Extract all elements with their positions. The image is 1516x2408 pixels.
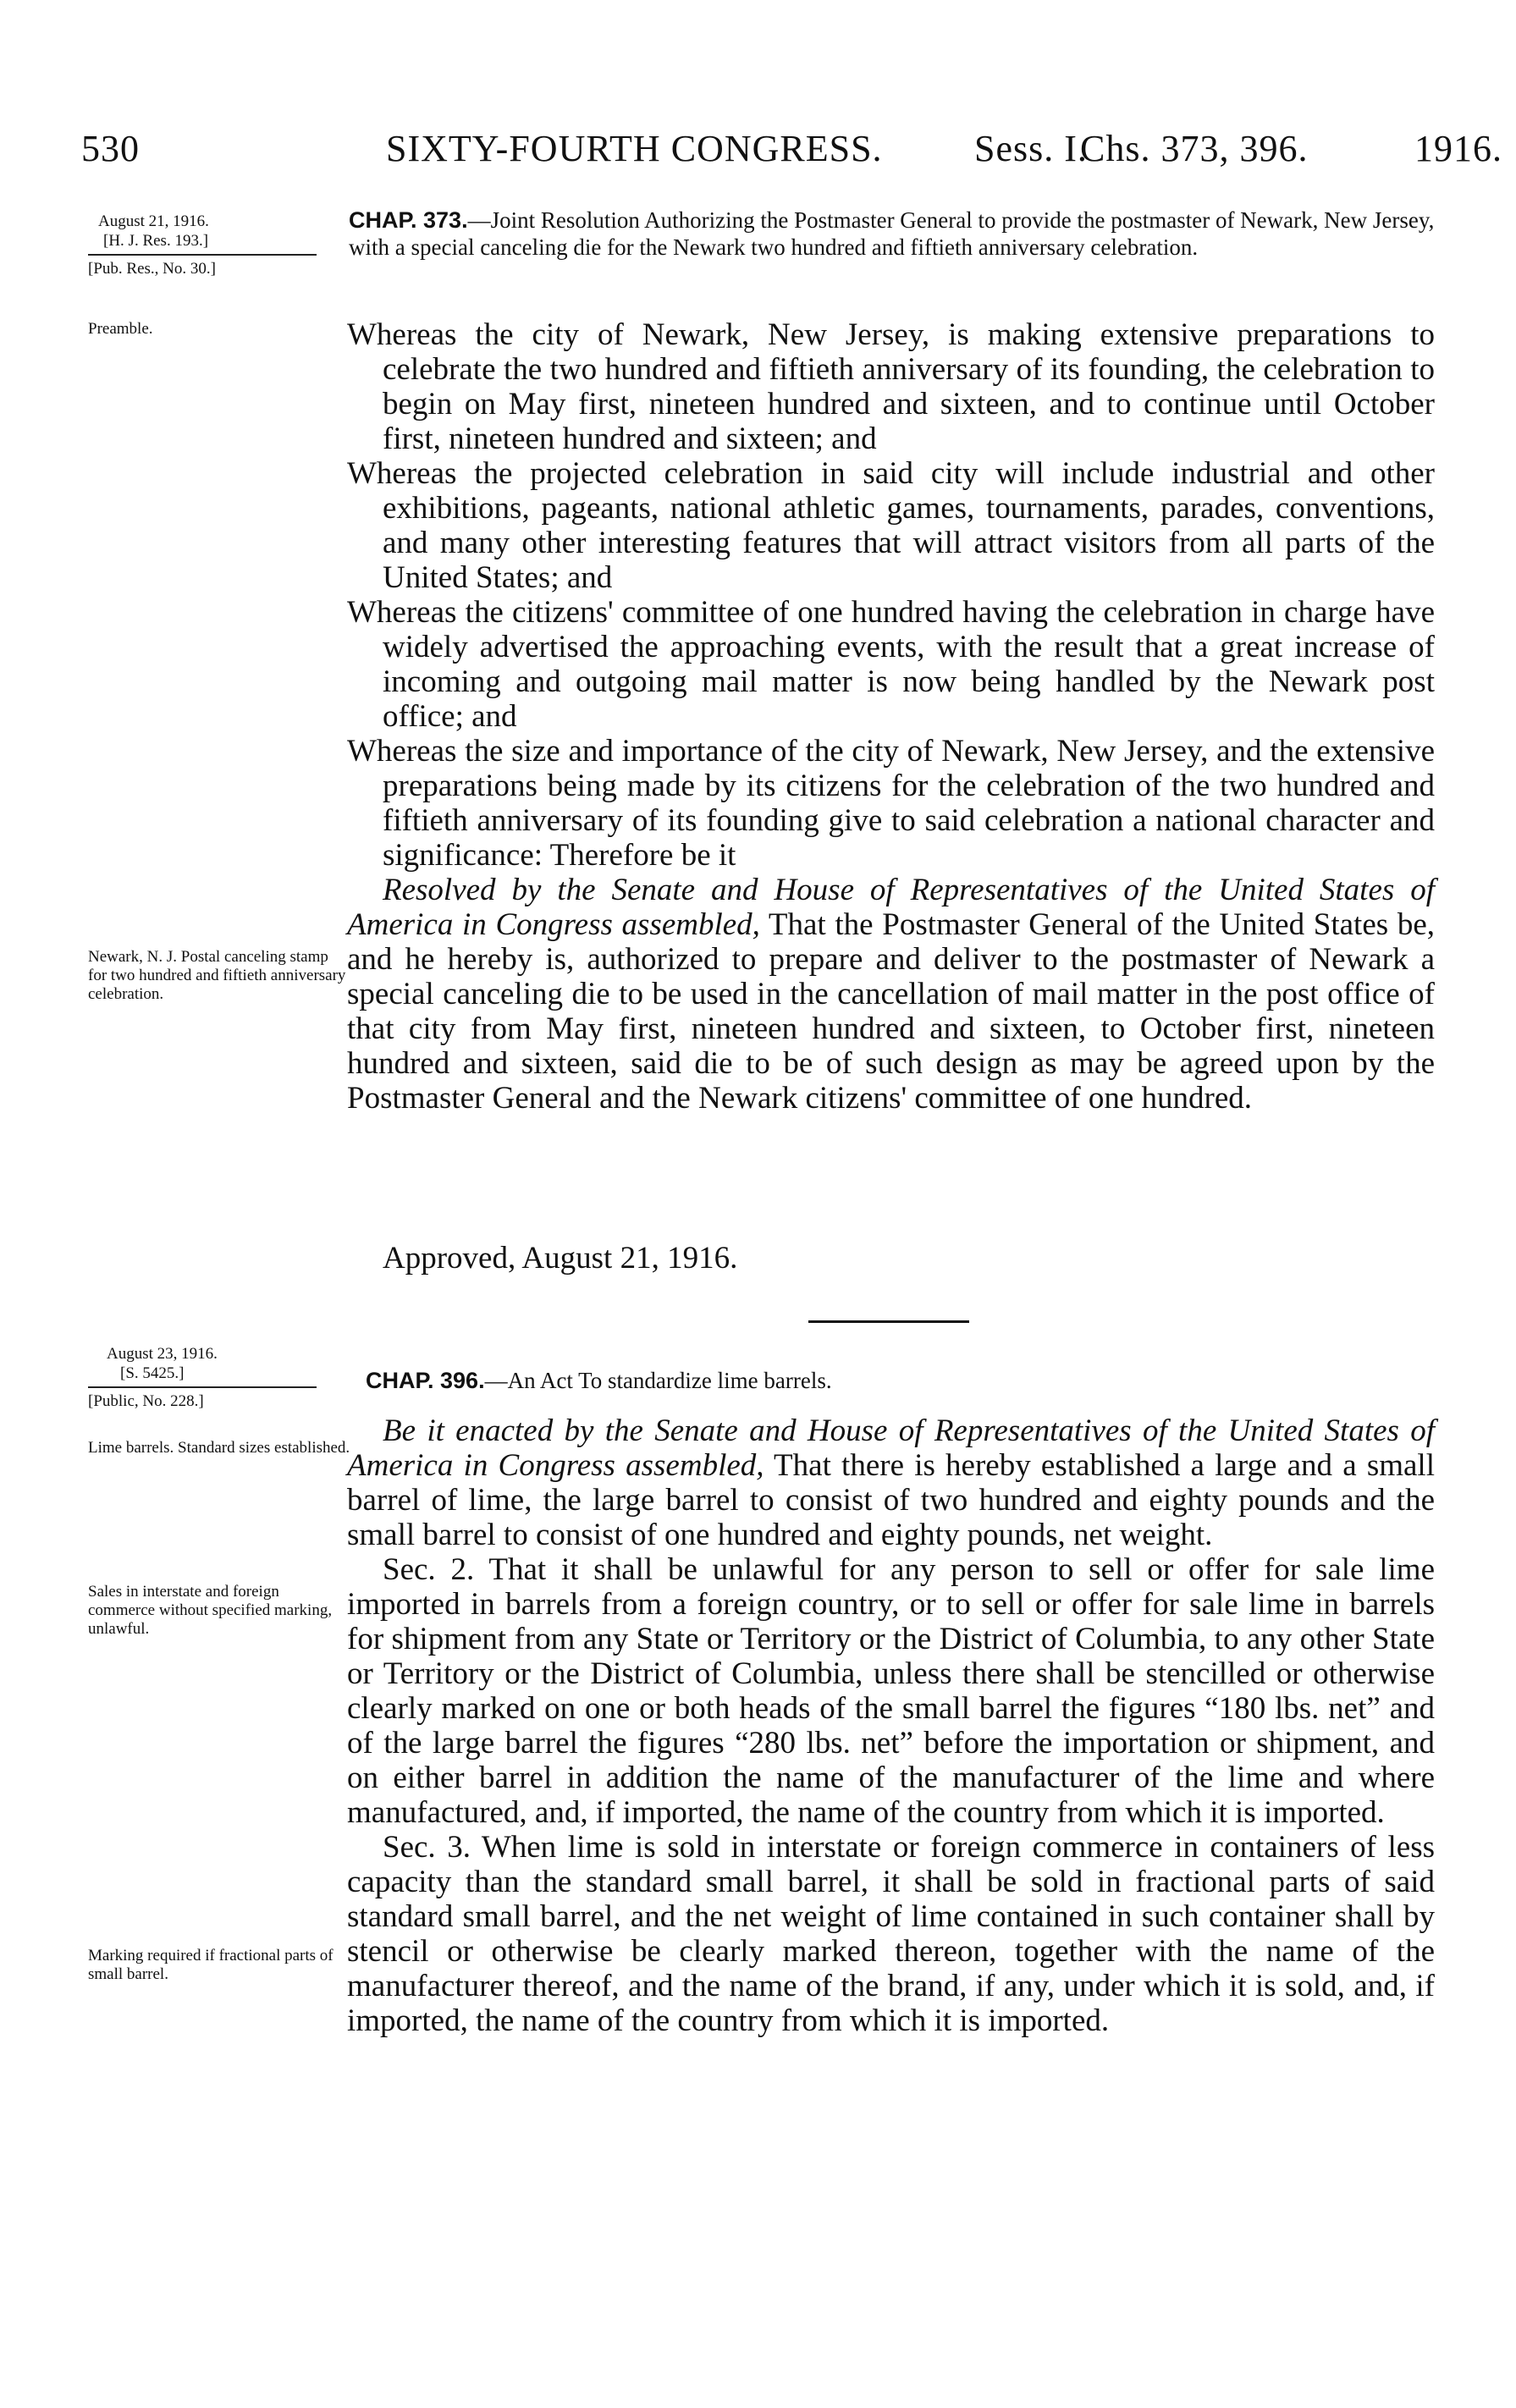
chap373-bill: [H. J. Res. 193.] — [103, 232, 209, 250]
header-year: 1916. — [1414, 128, 1502, 169]
chap373-label: CHAP. 373. — [349, 207, 468, 233]
enacting-clause: Be it enacted by the Senate and House of Representatives of the United States of America in Congress assembled, — [347, 1413, 1435, 1483]
chap373-pub: [Pub. Res., No. 30.] — [88, 260, 216, 278]
chap396-margin-meta — [88, 1344, 359, 1411]
chapters-label: Chs. 373, 396. — [1080, 128, 1309, 169]
page-number: 530 — [81, 128, 140, 169]
section-1: That there is hereby established a large and a small barrel of lime, the large barrel to consist of two hundred and eighty pounds and the small barrel to consist of one hundred and eighty pounds, net weight. — [347, 1448, 1435, 1552]
chap373-date: August 21, 1916. — [98, 212, 209, 230]
whereas-2: Whereas the projected celebration in said city will include industrial and other exhibitions, pageants, national athletic games, tournaments, parades, conventions, and many other interesting features that will attract visitors from all parts of the United States; and — [347, 456, 1435, 595]
chap396-title: —An Act To standardize lime barrels. — [484, 1368, 832, 1393]
session-label: Sess. I. — [974, 128, 1088, 169]
chap373-heading — [349, 207, 1436, 261]
lime-barrels-note: Lime barrels. Standard sizes established. — [88, 1439, 350, 1457]
sales-note: Sales in interstate and foreign commerce without specified marking, unlawful. — [88, 1583, 333, 1638]
resolved-clause: Resolved by the Senate and House of Representatives of the United States of America in Congress assembled, — [347, 873, 1435, 942]
chap396-date: August 23, 1916. — [107, 1345, 218, 1363]
resolved-text: That the Postmaster General of the United States be, and he hereby is, authorized to prepare and deliver to the postmaster of Newark a special canceling die to be used in the cancellation of mail matter in the post office of that city from May first, nineteen hundred and sixteen, to October first, nineteen hundred and sixteen, said die to be of such design as may be agreed upon by the Postmaster General and the Newark citizens' committee of one hundred. — [347, 907, 1435, 1116]
margin-rule — [88, 254, 317, 256]
resolved-paragraph — [347, 873, 1435, 1116]
enacting-paragraph — [347, 1413, 1435, 1552]
chap373-title: —Joint Resolution Authorizing the Postmaster General to provide the postmaster of Newark, New Jersey, with a special canceling die for the Newark two hundred and fiftieth anniversary celebration. — [349, 207, 1435, 260]
whereas-3: Whereas the citizens' committee of one hundred having the celebration in charge have widely advertised the approaching events, with the result that a great increase of incoming and outgoing mail matter is now being handled by the Newark post office; and — [347, 595, 1435, 734]
chap396-heading — [366, 1367, 1432, 1394]
marking-note: Marking required if fractional parts of small barrel. — [88, 1947, 334, 1983]
running-title: SIXTY-FOURTH CONGRESS. — [386, 128, 883, 169]
chap396-pub: [Public, No. 228.] — [88, 1392, 204, 1410]
whereas-1: Whereas the city of Newark, New Jersey, is making extensive preparations to celebrate the two hundred and fiftieth anniversary of its founding, the celebration to begin on May first, nineteen hundred and sixteen, and to continue until October first, nineteen hundred and sixteen; and — [347, 317, 1435, 456]
approved-line: Approved, August 21, 1916. — [383, 1241, 738, 1276]
section-3: Sec. 3. When lime is sold in interstate or foreign commerce in containers of less capacity than the standard small barrel, it shall be sold in fractional parts of said standard small barrel, and the net weight of lime contained in such container shall by stencil or otherwise be clearly marked thereon, together with the name of the manufacturer thereof, and the name of the brand, if any, under which it is sold, and, if imported, the name of the country from which it is imported. — [347, 1830, 1435, 2038]
chap396-label: CHAP. 396. — [366, 1368, 485, 1393]
chap396-body — [347, 1413, 1435, 2038]
chap373-body — [347, 317, 1435, 1116]
chap396-bill: [S. 5425.] — [120, 1364, 185, 1382]
page-header — [81, 127, 1502, 178]
newark-note: Newark, N. J. Postal canceling stamp for two hundred and fiftieth anniversary celebration. — [88, 948, 346, 1003]
section-divider — [808, 1320, 969, 1323]
chap373-margin-meta — [88, 212, 359, 278]
preamble-note: Preamble. — [88, 320, 153, 338]
whereas-4: Whereas the size and importance of the city of Newark, New Jersey, and the extensive preparations being made by its citizens for the celebration of the two hundred and fiftieth anniversary of its founding give to said celebration a national character and significance: Therefore be it — [347, 734, 1435, 873]
margin-rule — [88, 1386, 317, 1388]
section-2: Sec. 2. That it shall be unlawful for any person to sell or offer for sale lime imported in barrels from a foreign country, or to sell or offer for sale lime in barrels for shipment from any State or Territory or the District of Columbia, to any other State or Territory or the District of Columbia, unless there shall be stencilled or otherwise clearly marked on one or both heads of the small barrel the figures “180 lbs. net” and of the large barrel the figures “280 lbs. net” before the importation or shipment, and on either barrel in addition the name of the manufacturer of the lime and where manufactured, and, if imported, the name of the country from which it is imported. — [347, 1552, 1435, 1830]
